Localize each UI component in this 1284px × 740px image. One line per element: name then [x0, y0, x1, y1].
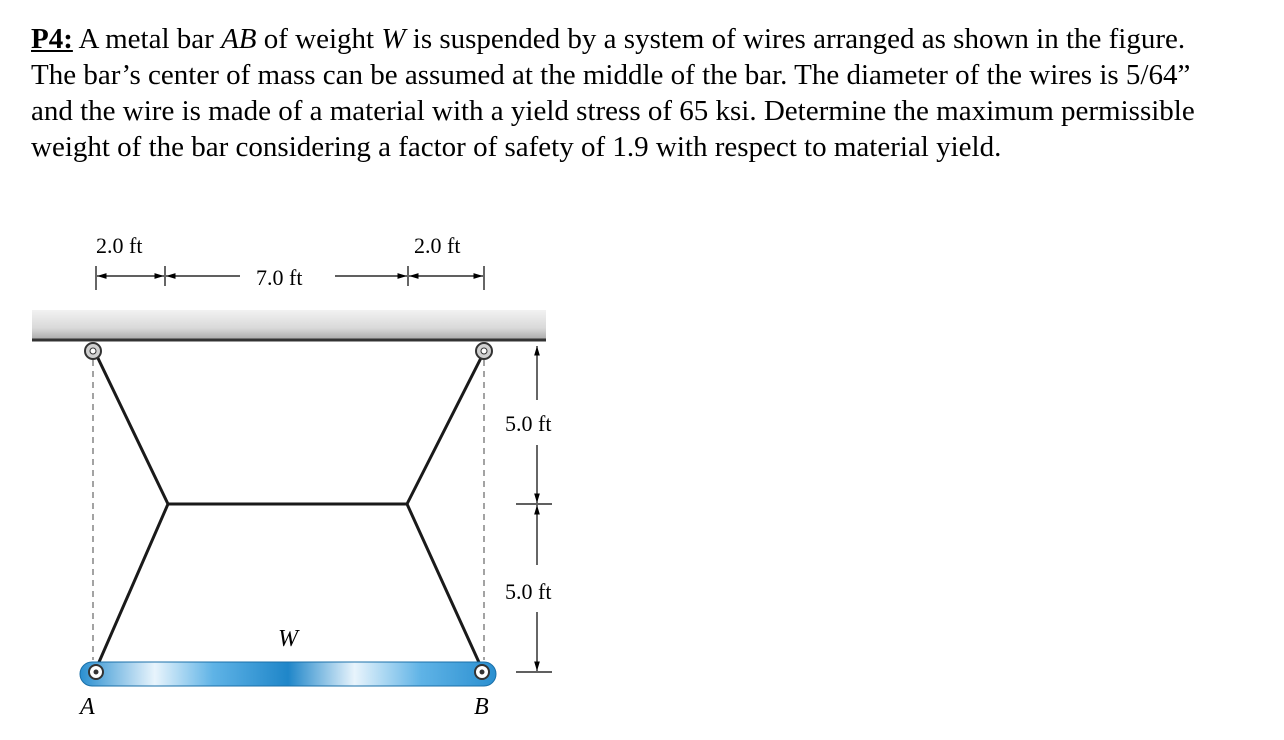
- problem-text-2: of weight: [256, 23, 382, 55]
- pin-top-left: [85, 343, 101, 359]
- bar-ab: [80, 662, 496, 686]
- ceiling: [32, 310, 546, 340]
- problem-text-4: is suspended by a system of wires arranged as shown in the figure. The bar’s center of mass can be assumed at the middle of the bar. The diameter of the wires is 5/64” and the wire is made of a material with a yield stress of 65 ksi. Determine the maximum permissible weight of the bar considering a factor of safety of 1.9 with respect to material yield.: [31, 23, 1195, 163]
- wire-lower-left: [96, 504, 168, 669]
- wire-upper-right: [407, 352, 484, 504]
- problem-text-0: A metal bar: [72, 23, 222, 55]
- wire-upper-left: [95, 352, 168, 504]
- problem-text-3: W: [381, 23, 406, 55]
- dimension-top-left: 2.0 ft: [96, 233, 143, 258]
- label-point-a: A: [80, 694, 95, 720]
- pin-top-right: [476, 343, 492, 359]
- dimension-top-right: 2.0 ft: [414, 233, 461, 258]
- dimension-top-middle: 7.0 ft: [256, 265, 303, 290]
- problem-number: P4:: [31, 23, 73, 55]
- pin-a: [89, 665, 103, 679]
- dimension-right-upper: 5.0 ft: [505, 411, 552, 436]
- label-point-b: B: [474, 694, 489, 720]
- wire-lower-right: [407, 504, 482, 669]
- wires: [95, 352, 484, 669]
- problem-text-1: AB: [221, 23, 257, 55]
- right-dimension-lines: [516, 346, 552, 672]
- label-weight: W: [278, 626, 298, 652]
- dimension-right-lower: 5.0 ft: [505, 579, 552, 604]
- pin-b: [475, 665, 489, 679]
